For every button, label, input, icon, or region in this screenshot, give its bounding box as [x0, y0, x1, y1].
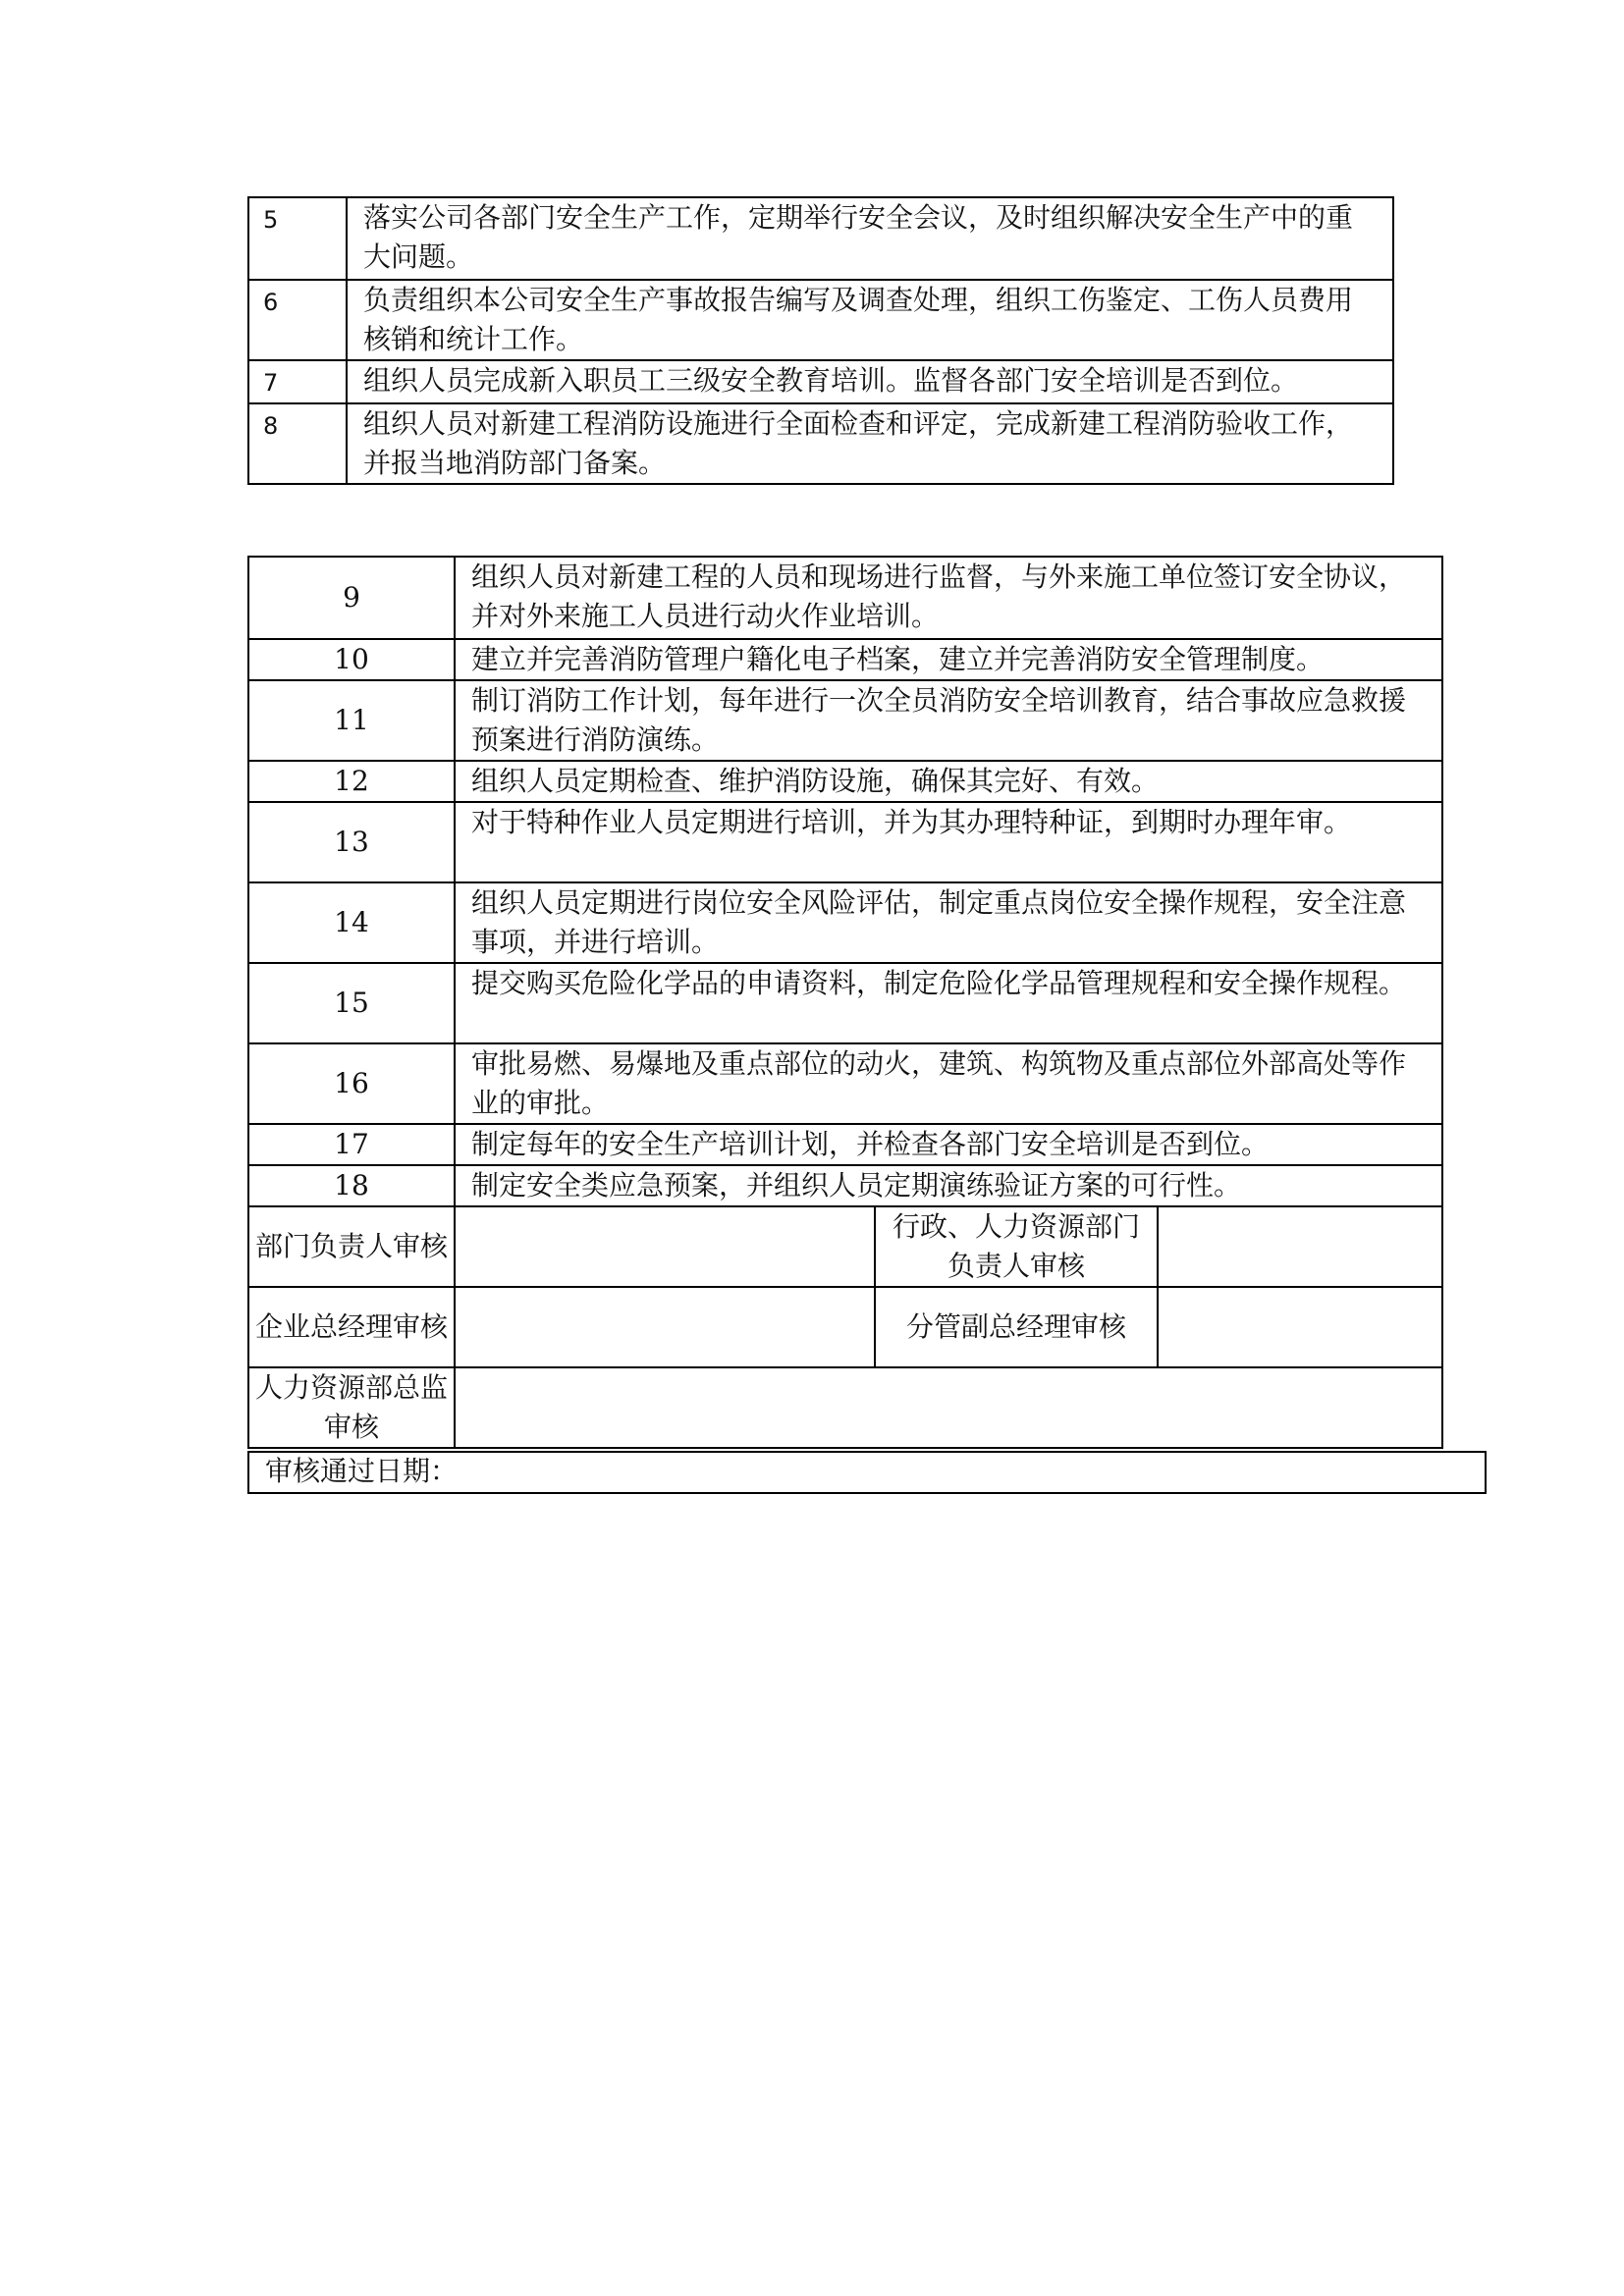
row-number: 7	[248, 360, 347, 403]
table-row	[248, 639, 1442, 680]
duty-text: 组织人员对新建工程的人员和现场进行监督，与外来施工单位签订安全协议，并对外来施工人员进行动火作业培训。	[455, 557, 1442, 639]
row-number: 18	[248, 1165, 455, 1206]
duty-text: 组织人员对新建工程消防设施进行全面检查和评定，完成新建工程消防验收工作，并报当地消防部门备案。	[347, 403, 1393, 484]
approval-row	[248, 1287, 1442, 1367]
row-number: 14	[248, 882, 455, 963]
dept-head-approval-label: 部门负责人审核	[248, 1206, 455, 1287]
table-row	[248, 403, 1393, 484]
row-number: 12	[248, 761, 455, 802]
row-number: 6	[248, 280, 347, 360]
table-row	[248, 1124, 1442, 1165]
row-number: 15	[248, 963, 455, 1043]
duty-table-part-1	[247, 196, 1394, 485]
row-number: 17	[248, 1124, 455, 1165]
admin-hr-head-signature-cell[interactable]	[1158, 1206, 1442, 1287]
duty-text: 制订消防工作计划，每年进行一次全员消防安全培训教育，结合事故应急救援预案进行消防演练。	[455, 680, 1442, 761]
general-manager-signature-cell[interactable]	[455, 1287, 875, 1367]
approval-date-label: 审核通过日期：	[248, 1452, 1486, 1493]
table-row	[248, 761, 1442, 802]
duty-text: 落实公司各部门安全生产工作，定期举行安全会议，及时组织解决安全生产中的重大问题。	[347, 197, 1393, 280]
duty-table-part-2	[247, 556, 1443, 1449]
duty-text: 负责组织本公司安全生产事故报告编写及调查处理，组织工伤鉴定、工伤人员费用核销和统计工作。	[347, 280, 1393, 360]
duty-text: 组织人员定期进行岗位安全风险评估，制定重点岗位安全操作规程，安全注意事项，并进行培训。	[455, 882, 1442, 963]
table-row	[248, 280, 1393, 360]
dept-head-signature-cell[interactable]	[455, 1206, 875, 1287]
table-row	[248, 1043, 1442, 1124]
table-row	[248, 680, 1442, 761]
deputy-gm-approval-label: 分管副总经理审核	[875, 1287, 1158, 1367]
duty-text: 审批易燃、易爆地及重点部位的动火，建筑、构筑物及重点部位外部高处等作业的审批。	[455, 1043, 1442, 1124]
row-number: 16	[248, 1043, 455, 1124]
row-number: 5	[248, 197, 347, 280]
hr-director-signature-cell[interactable]	[455, 1367, 1442, 1448]
duty-text: 制定每年的安全生产培训计划，并检查各部门安全培训是否到位。	[455, 1124, 1442, 1165]
row-number: 8	[248, 403, 347, 484]
approval-row	[248, 1206, 1442, 1287]
row-number: 13	[248, 802, 455, 882]
row-number: 11	[248, 680, 455, 761]
table-row	[248, 882, 1442, 963]
table-row	[248, 360, 1393, 403]
approval-row	[248, 1367, 1442, 1448]
duty-text: 制定安全类应急预案，并组织人员定期演练验证方案的可行性。	[455, 1165, 1442, 1206]
duty-text: 建立并完善消防管理户籍化电子档案，建立并完善消防安全管理制度。	[455, 639, 1442, 680]
row-number: 9	[248, 557, 455, 639]
deputy-gm-signature-cell[interactable]	[1158, 1287, 1442, 1367]
approval-date-table	[247, 1451, 1487, 1494]
duty-text: 对于特种作业人员定期进行培训，并为其办理特种证，到期时办理年审。	[455, 802, 1442, 882]
table-row	[248, 197, 1393, 280]
row-number: 10	[248, 639, 455, 680]
table-row	[248, 557, 1442, 639]
table-row	[248, 802, 1442, 882]
duty-text: 组织人员定期检查、维护消防设施，确保其完好、有效。	[455, 761, 1442, 802]
duty-text: 提交购买危险化学品的申请资料，制定危险化学品管理规程和安全操作规程。	[455, 963, 1442, 1043]
admin-hr-head-approval-label: 行政、人力资源部门负责人审核	[875, 1206, 1158, 1287]
duty-text: 组织人员完成新入职员工三级安全教育培训。监督各部门安全培训是否到位。	[347, 360, 1393, 403]
approval-date-row	[248, 1452, 1486, 1493]
table-row	[248, 963, 1442, 1043]
table-row	[248, 1165, 1442, 1206]
general-manager-approval-label: 企业总经理审核	[248, 1287, 455, 1367]
hr-director-approval-label: 人力资源部总监审核	[248, 1367, 455, 1448]
